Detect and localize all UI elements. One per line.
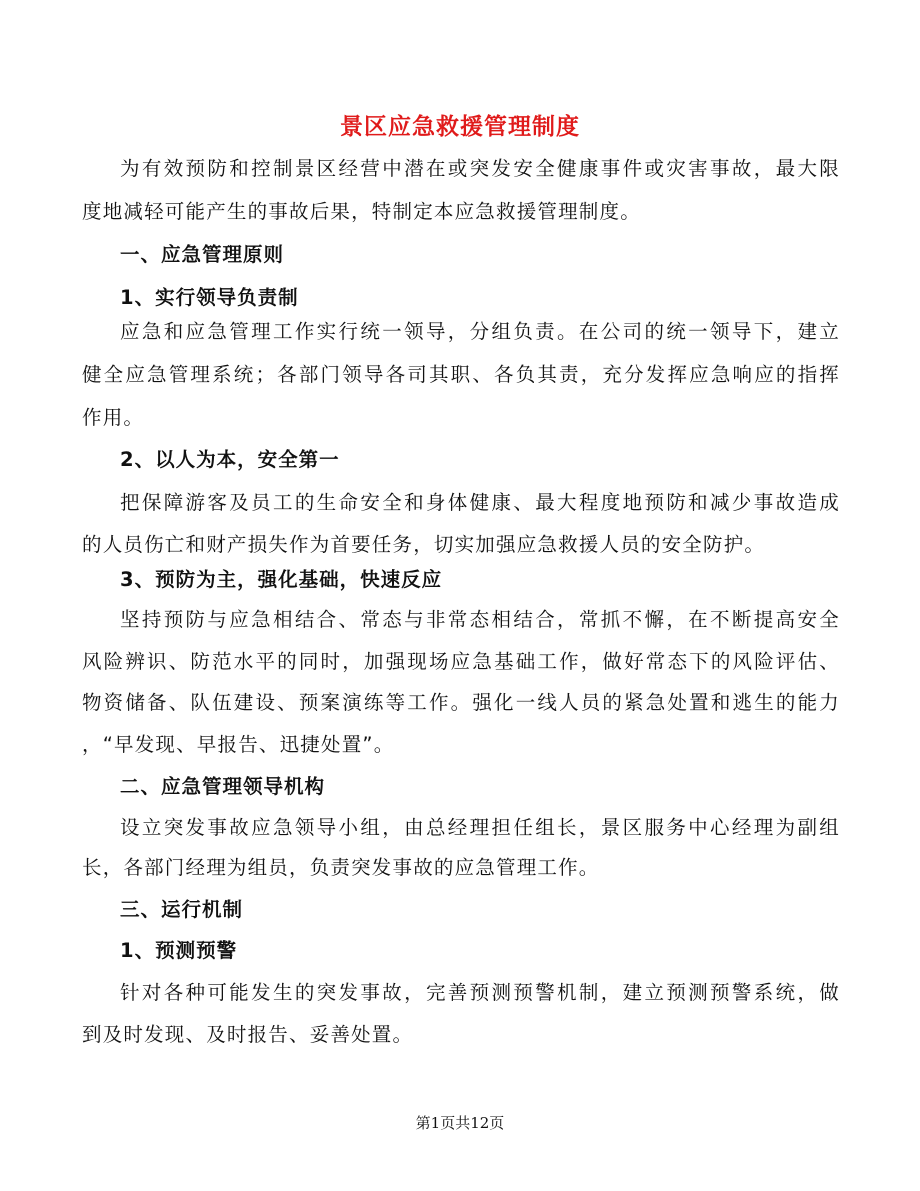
paragraph-line: 长，各部门经理为组员，负责突发事故的应急管理工作。: [82, 856, 600, 879]
paragraph-line: 作用。: [82, 406, 145, 429]
paragraph-line: 风险辨识、防范水平的同时，加强现场应急基础工作，做好常态下的风险评估、: [82, 650, 840, 673]
paragraph-line: 坚持预防与应急相结合、常态与非常态相结合，常抓不懈，在不断提高安全: [120, 608, 840, 631]
paragraph-line: 度地减轻可能产生的事故后果，特制定本应急救援管理制度。: [82, 200, 641, 223]
subsection-heading: 1、预测预警: [120, 939, 238, 962]
paragraph-line: 为有效预防和控制景区经营中潜在或突发安全健康事件或灾害事故，最大限: [120, 157, 840, 180]
paragraph-line: 健全应急管理系统；各部门领导各司其职、各负其责，充分发挥应急响应的指挥: [82, 363, 840, 386]
page-number-footer: 第1页共12页: [415, 1114, 505, 1132]
paragraph-line: 到及时发现、及时报告、妥善处置。: [82, 1023, 414, 1046]
section-heading: 三、运行机制: [120, 898, 244, 921]
paragraph-line: 的人员伤亡和财产损失作为首要任务，切实加强应急救援人员的安全防护。: [82, 533, 766, 556]
paragraph-line: 物资储备、队伍建设、预案演练等工作。强化一线人员的紧急处置和逃生的能力: [82, 691, 840, 714]
section-heading: 二、应急管理领导机构: [120, 775, 326, 798]
paragraph-line: 应急和应急管理工作实行统一领导，分组负责。在公司的统一领导下，建立: [120, 320, 840, 343]
paragraph-line: 针对各种可能发生的突发事故，完善预测预警机制，建立预测预警系统，做: [120, 981, 840, 1004]
subsection-heading: 2、以人为本，安全第一: [120, 448, 340, 471]
section-heading: 一、应急管理原则: [120, 243, 285, 266]
subsection-heading: 1、实行领导负责制: [120, 286, 299, 309]
paragraph-line: ，“早发现、早报告、迅捷处置”。: [82, 733, 395, 756]
paragraph-line: 把保障游客及员工的生命安全和身体健康、最大程度地预防和减少事故造成: [120, 491, 840, 514]
paragraph-line: 设立突发事故应急领导小组，由总经理担任组长，景区服务中心经理为副组: [120, 816, 840, 839]
subsection-heading: 3、预防为主，强化基础，快速反应: [120, 568, 443, 591]
document-title: 景区应急救援管理制度: [340, 114, 580, 140]
